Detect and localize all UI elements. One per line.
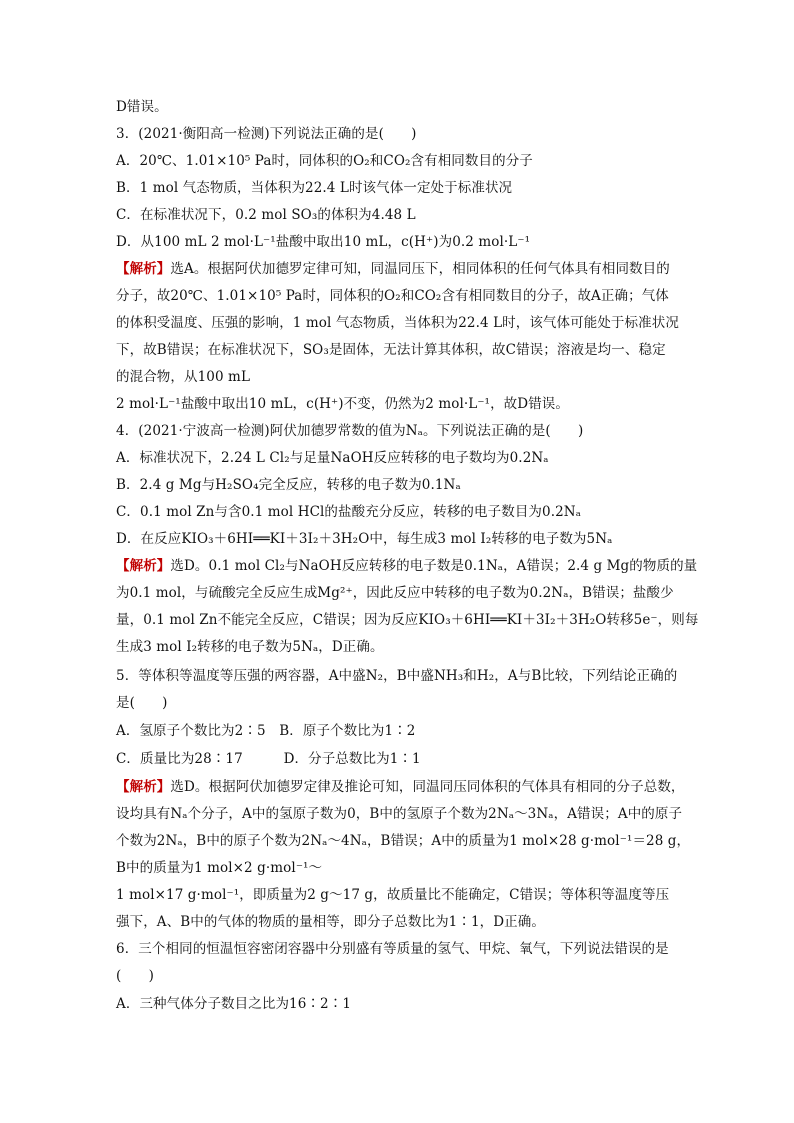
text-line: D错误。: [116, 99, 168, 115]
option-a: A．三种气体分子数目之比为16∶2∶1: [116, 996, 352, 1012]
analysis-tag: 【解析】: [116, 261, 171, 277]
question-5-stem: 5．等体积等温度等压强的两容器，A中盛N₂，B中盛NH₃和H₂，A与B比较，下列结论正确的: [116, 668, 678, 684]
analysis-tag: 【解析】: [116, 779, 171, 795]
analysis-line: 【解析】选D。根据阿伏加德罗定律及推论可知，同温同压同体积的气体具有相同的分子总数，: [116, 779, 685, 795]
question-4-stem: 4．(2021·宁波高一检测)阿伏加德罗常数的值为Nₐ。下列说法正确的是( ): [116, 423, 584, 439]
option-d: D．在反应KIO₃＋6HI══KI＋3I₂＋3H₂O中，每生成3 mol I₂转移的电子数为5Nₐ: [116, 531, 613, 547]
text-line: 设均具有Nₐ个分子，A中的氢原子数为0，B中的氢原子个数为2Nₐ～3Nₐ，A错误；A中的原子: [116, 806, 683, 822]
text-line: 量，0.1 mol Zn不能完全反应，C错误；因为反应KIO₃＋6HI══KI＋3I₂＋3H₂O转移5e⁻，则每: [116, 612, 699, 628]
analysis-line: 【解析】选D。0.1 mol Cl₂与NaOH反应转移的电子数是0.1Nₐ，A错误；2.4 g Mg的物质的量: [116, 558, 698, 574]
option-d: D．从100 mL 2 mol·L⁻¹盐酸中取出10 mL，c(H⁺)为0.2 mol·L⁻¹: [116, 234, 531, 250]
text-line: 生成3 mol I₂转移的电子数为5Nₐ，D正确。: [116, 639, 384, 655]
text-line: B中的质量为1 mol×2 g·mol⁻¹～: [116, 860, 323, 876]
text-line: 的混合物，从100 mL: [116, 369, 251, 385]
text-line: 1 mol×17 g·mol⁻¹，即质量为2 g～17 g，故质量比不能确定，C错误；等体积等温度等压: [116, 887, 670, 903]
option-a: A．标准状况下，2.24 L Cl₂与足量NaOH反应转移的电子数均为0.2Nₐ: [116, 450, 549, 466]
option-a: A．20℃、1.01×10⁵ Pa时，同体积的O₂和CO₂含有相同数目的分子: [116, 153, 533, 169]
text-line: 强下，A、B中的气体的物质的量相等，即分子总数比为1∶1，D正确。: [116, 914, 545, 930]
text-line: 个数为2Nₐ，B中的原子个数为2Nₐ～4Nₐ，B错误；A中的质量为1 mol×28 g·mol⁻¹＝28 g，: [116, 833, 691, 849]
text-line: 为0.1 mol，与硫酸完全反应生成Mg²⁺，因此反应中转移的电子数为0.2Nₐ，B错误；盐酸少: [116, 585, 674, 601]
options-ab: A．氢原子个数比为2∶5 B．原子个数比为1∶2: [116, 723, 416, 739]
text-line: 2 mol·L⁻¹盐酸中取出10 mL，c(H⁺)不变，仍然为2 mol·L⁻¹，故D错误。: [116, 396, 569, 412]
text-line: 是( ): [116, 695, 168, 711]
option-b: B．2.4 g Mg与H₂SO₄完全反应，转移的电子数为0.1Nₐ: [116, 477, 461, 493]
question-3-stem: 3．(2021·衡阳高一检测)下列说法正确的是( ): [116, 126, 417, 142]
analysis-line: 【解析】选A。根据阿伏加德罗定律可知，同温同压下，相同体积的任何气体具有相同数目的: [116, 261, 670, 277]
text-line: 的体积受温度、压强的影响，1 mol 气态物质，当体积为22.4 L时，该气体可能处于标准状况: [116, 315, 679, 331]
text-line: ( ): [116, 968, 154, 984]
options-cd: C．质量比为28∶17 D．分子总数比为1∶1: [116, 751, 421, 767]
option-c: C．在标准状况下，0.2 mol SO₃的体积为4.48 L: [116, 207, 416, 223]
question-6-stem: 6．三个相同的恒温恒容密闭容器中分别盛有等质量的氢气、甲烷、氧气，下列说法错误的是: [116, 941, 669, 957]
option-c: C．0.1 mol Zn与含0.1 mol HCl的盐酸充分反应，转移的电子数目为0.2Nₐ: [116, 504, 582, 520]
analysis-tag: 【解析】: [116, 558, 171, 574]
text-line: 分子，故20℃、1.01×10⁵ Pa时，同体积的O₂和CO₂含有相同数目的分子，故A正确；气体: [116, 288, 669, 304]
text-line: 下，故B错误；在标准状况下，SO₃是固体，无法计算其体积，故C错误；溶液是均一、稳定: [116, 342, 666, 358]
option-b: B．1 mol 气态物质，当体积为22.4 L时该气体一定处于标准状况: [116, 180, 513, 196]
